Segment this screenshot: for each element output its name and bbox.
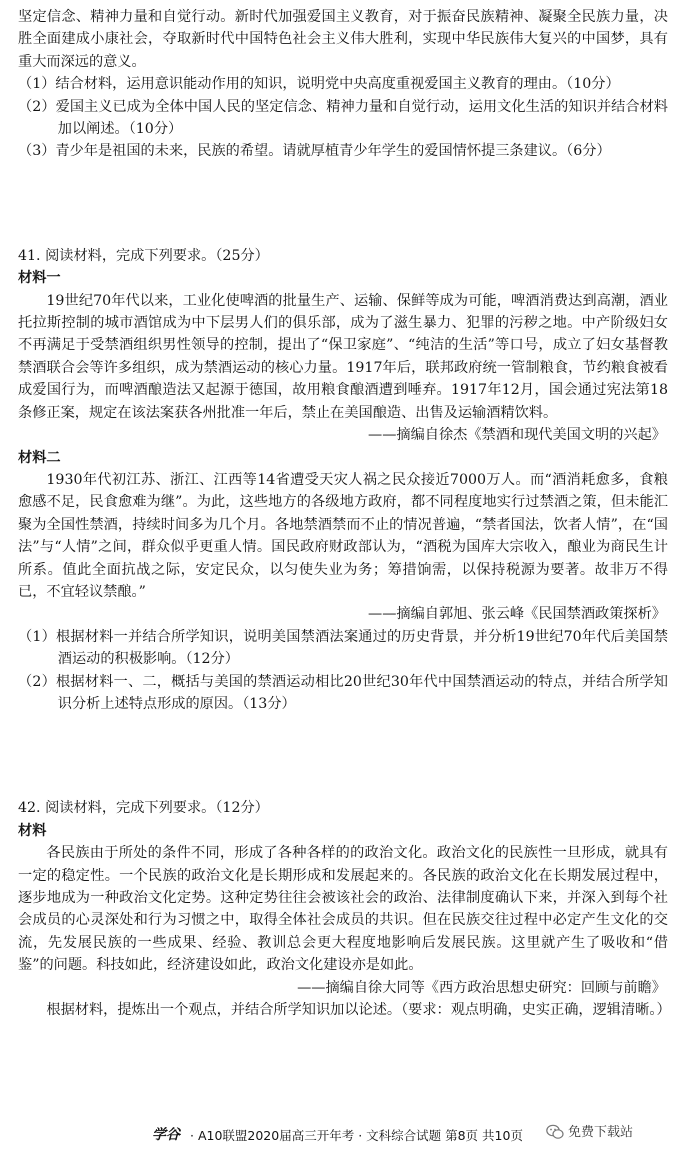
question-40-continued bbox=[18, 6, 668, 163]
q40-sub-1: （1）结合材料，运用意识能动作用的知识，说明党中央高度重视爱国主义教育的理由。（10分） bbox=[18, 76, 620, 93]
q42-task: 根据材料，提炼出一个观点，并结合所学知识加以论述。（要求：观点明确，史实正确，逻辑清晰。） bbox=[46, 1002, 671, 1019]
q41-material-2-text: 1930年代初江苏、浙江、江西等14省遭受天灾人祸之民众接近7000万人。而“酒消耗愈多，食粮愈感不足，民食愈难为继”。为此，这些地方的各级地方政府，都不同程度地实行过禁酒之策，但未能汇聚为全国性禁酒，持续时间多为几个月。各地禁酒禁而不止的情况普遍，“禁者国法，饮者人情”，在“国法”与“人情”之间，群众似乎更重人情。国民政府财政部认为，“酒税为国库大宗收入，酿业为商民生计所系。值此全面抗战之际，安定民众，以匀使失业为务；筹措饷需，以保持税源为要著。故非万不得已，不宜轻议禁酿。” bbox=[18, 471, 668, 600]
q40-sub-2: （2）爱国主义已成为全体中国人民的坚定信念、精神力量和自觉行动，运用文化生活的知识并结合材料加以阐述。（10分） bbox=[18, 98, 668, 138]
question-41 bbox=[18, 245, 668, 716]
q40-sub-3: （3）青少年是祖国的未来，民族的希望。请就厚植青少年学生的爱国情怀提三条建议。（6分） bbox=[18, 143, 611, 160]
wechat-icon bbox=[546, 1124, 564, 1140]
q42-material-label: 材料 bbox=[18, 822, 47, 839]
q41-title: 41. 阅读材料，完成下列要求。（25分） bbox=[18, 247, 269, 264]
q41-material-1-text: 19世纪70年代以来，工业化使啤酒的批量生产、运输、保鲜等成为可能，啤酒消费达到高潮，酒业托拉斯控制的城市酒馆成为中下层男人们的俱乐部，成为了滋生暴力、犯罪的污秽之地。中产阶级妇女不再满足于受禁酒组织男性领导的控制，提出了“保卫家庭”、“纯洁的生活”等口号，成立了妇女基督教禁酒联合会等许多组织，成为禁酒运动的核心力量。1917年后，联邦政府统一管制粮食，节约粮食被看成爱国行为，而啤酒酿造法又起源于德国，故用粮食酿酒遭到唾弃。1917年12月，国会通过宪法第18条修正案，规定在该法案获各州批准一年后，禁止在美国酿造、出售及运输酒精饮料。 bbox=[18, 292, 668, 421]
answer-space bbox=[18, 163, 668, 245]
q41-material-1-label: 材料一 bbox=[18, 270, 61, 287]
q42-material-text: 各民族由于所处的条件不同，形成了各种各样的的政治文化。政治文化的民族性一旦形成，就具有一定的稳定性。一个民族的政治文化是长期形成和发展起来的。各民族的政治文化在长期发展过程中，逐步地成为一种政治文化定势。这种定势往往会被该社会的政治、法律制度确认下来，并深入到每个社会成员的心灵深处和行为习惯之中，取得全体社会成员的共识。但在民族交往过程中必定产生文化的交流，先发展民族的一些成果、经验、教训总会更大程度地影响后发展民族。这里就产生了吸收和“借鉴”的问题。科技如此，经济建设如此，政治文化建设亦是如此。 bbox=[18, 845, 668, 974]
q41-material-1-source: ——摘编自徐杰《禁酒和现代美国文明的兴起》 bbox=[368, 427, 666, 444]
footer-text: · A10联盟2020届高三开年考 · 文科综合试题 第8页 共10页 bbox=[190, 1128, 523, 1143]
brand-logo: 学谷 bbox=[152, 1127, 180, 1143]
q41-material-2-source: ——摘编自郭旭、张云峰《民国禁酒政策探析》 bbox=[368, 606, 666, 623]
watermark-text: 免费下载站 bbox=[568, 1125, 634, 1140]
q40-intro: 坚定信念、精神力量和自觉行动。新时代加强爱国主义教育，对于振奋民族精神、凝聚全民族力量，决胜全面建成小康社会，夺取新时代中国特色社会主义伟大胜利，实现中华民族伟大复兴的中国梦，具有重大而深远的意义。 bbox=[18, 9, 668, 70]
q41-material-2-label: 材料二 bbox=[18, 449, 61, 466]
exam-page bbox=[18, 6, 671, 1021]
q41-sub-1: （1）根据材料一并结合所学知识，说明美国禁酒法案通过的历史背景，并分析19世纪70年代后美国禁酒运动的积极影响。（12分） bbox=[18, 628, 668, 668]
page-footer bbox=[0, 1118, 678, 1148]
question-42 bbox=[18, 797, 671, 1021]
q42-title: 42. 阅读材料，完成下列要求。（12分） bbox=[18, 800, 269, 817]
q42-material-source: ——摘编自徐大同等《西方政治思想史研究：回顾与前瞻》 bbox=[297, 979, 666, 996]
q41-sub-2: （2）根据材料一、二，概括与美国的禁酒运动相比20世纪30年代中国禁酒运动的特点，并结合所学知识分析上述特点形成的原因。（13分） bbox=[18, 673, 668, 712]
answer-space bbox=[18, 715, 668, 797]
